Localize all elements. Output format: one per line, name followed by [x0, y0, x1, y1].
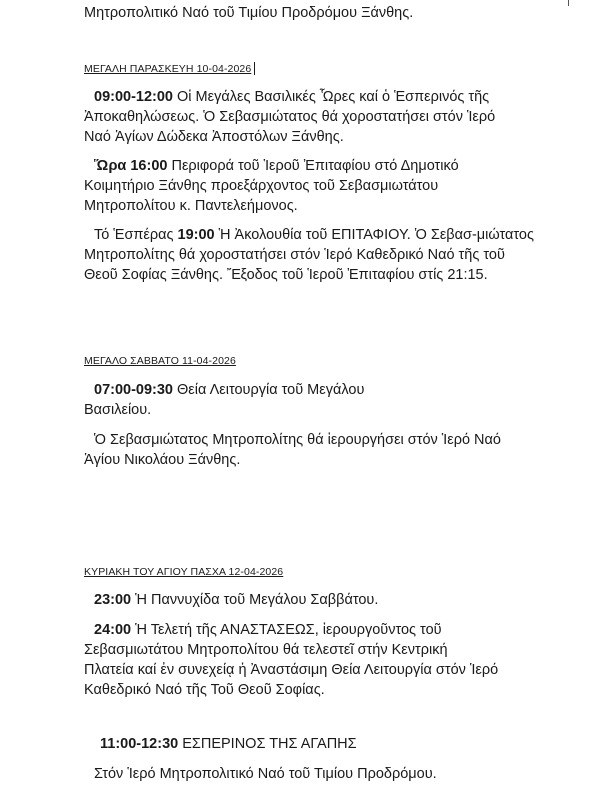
sunday-p1-line1 [94, 590, 378, 610]
saturday-p1-time: 07:00-09:30 [94, 382, 173, 398]
sunday-p2-text1: Ἡ Τελετή τῆς ΑΝΑΣΤΑΣΕΩΣ, ἱερουργοῦντος τοῦ [131, 622, 442, 638]
saturday-p1-line1 [94, 380, 364, 400]
friday-p2-text1: Περιφορά τοῦ Ἱεροῦ Ἐπιταφίου στό Δημοτικό [167, 158, 459, 174]
saturday-p2-line2: Ἁγίου Νικολάου Ξάνθης. [84, 452, 241, 468]
sunday-p2-line2: Σεβασμιωτάτου Μητροπολίτου θά τελεστεῖ στήν Κεντρική [84, 642, 448, 658]
saturday-p1-line2: Βασιλείου. [84, 402, 152, 418]
top-line: Μητροπολιτικό Ναό τοῦ Τιμίου Προδρόμου Ξάνθης. [84, 5, 414, 21]
friday-p2-line2: Κοιμητήριο Ξάνθης προεξάρχοντος τοῦ Σεβασμιωτάτου [84, 178, 439, 194]
sunday-p2-time: 24:00 [94, 622, 132, 638]
section-heading-saturday: ΜΕΓΑΛΟ ΣΑΒΒΑΤΟ 11-04-2026 [84, 355, 236, 367]
friday-p2-line1 [94, 156, 459, 176]
friday-p3-text1: Ἡ Ἀκολουθία τοῦ ΕΠΙΤΑΦΙΟΥ. Ὁ Σεβασ-μιώτατος [214, 227, 534, 243]
saturday-p2-line1: Ὁ Σεβασμιώτατος Μητροπολίτης θά ἱερουργήσει στόν Ἱερό Ναό [94, 432, 501, 448]
sunday-p3-line2: Στόν Ἱερό Μητροπολιτικό Ναό τοῦ Τιμίου Προδρόμου. [94, 766, 437, 782]
friday-p2-line3: Μητροπολίτου κ. Παντελεήμονος. [84, 198, 298, 214]
sunday-p1-time: 23:00 [94, 592, 132, 608]
friday-p2-time: Ὥρα 16:00 [94, 158, 168, 174]
sunday-p3-time: 11:00-12:30 [100, 736, 179, 752]
friday-p3-time: 19:00 [177, 227, 215, 243]
friday-p3-pre: Τό Ἑσπέρας [94, 227, 178, 243]
sunday-p1-text1: Ἡ Παννυχίδα τοῦ Μεγάλου Σαββάτου. [131, 592, 379, 608]
sunday-p2-line1 [94, 620, 442, 640]
sunday-p2-line3: Πλατεία καί ἐν συνεχείᾳ ἡ Ἀναστάσιμη Θεία Λειτουργία στόν Ἱερό [84, 662, 499, 678]
text-cursor [254, 62, 255, 75]
friday-p1-line2: Ἀποκαθηλώσεως. Ὁ Σεβασμιώτατος θά χοροστατήσει στόν Ἱερό [84, 109, 496, 125]
friday-p1-line1 [94, 87, 489, 107]
friday-p3-line1 [94, 225, 534, 245]
friday-p1-line3: Ναό Ἁγίων Δώδεκα Ἀποστόλων Ξάνθης. [84, 129, 344, 145]
friday-p3-line2: Μητροπολίτης θά χοροστατήσει στόν Ἱερό Καθεδρικό Ναό τῆς τοῦ [84, 247, 505, 263]
sunday-p2-line4: Καθεδρικό Ναό τῆς Τοῦ Θεοῦ Σοφίας. [84, 682, 325, 698]
sunday-p3-line1 [100, 734, 357, 754]
section-heading-friday: ΜΕΓΑΛΗ ΠΑΡΑΣΚΕΥΗ 10-04-2026 [84, 63, 252, 75]
sunday-p3-text1: ΕΣΠΕΡΙΝΟΣ ΤΗΣ ΑΓΑΠΗΣ [178, 736, 357, 752]
friday-p3-line3: Θεοῦ Σοφίας Ξάνθης. Ἔξοδος τοῦ Ἱεροῦ Ἐπιταφίου στίς 21:15. [84, 267, 488, 283]
section-heading-sunday: ΚΥΡΙΑΚΗ ΤΟΥ ΑΓΙΟΥ ΠΑΣΧΑ 12-04-2026 [84, 566, 284, 578]
saturday-p1-text1: Θεία Λειτουργία τοῦ Μεγάλου [173, 382, 365, 398]
friday-p1-time: 09:00-12:00 [94, 89, 173, 105]
margin-mark [568, 0, 569, 6]
friday-p1-text1: Οἱ Μεγάλες Βασιλικές Ὧρες καί ὁ Ἑσπερινός τῆς [173, 89, 490, 105]
